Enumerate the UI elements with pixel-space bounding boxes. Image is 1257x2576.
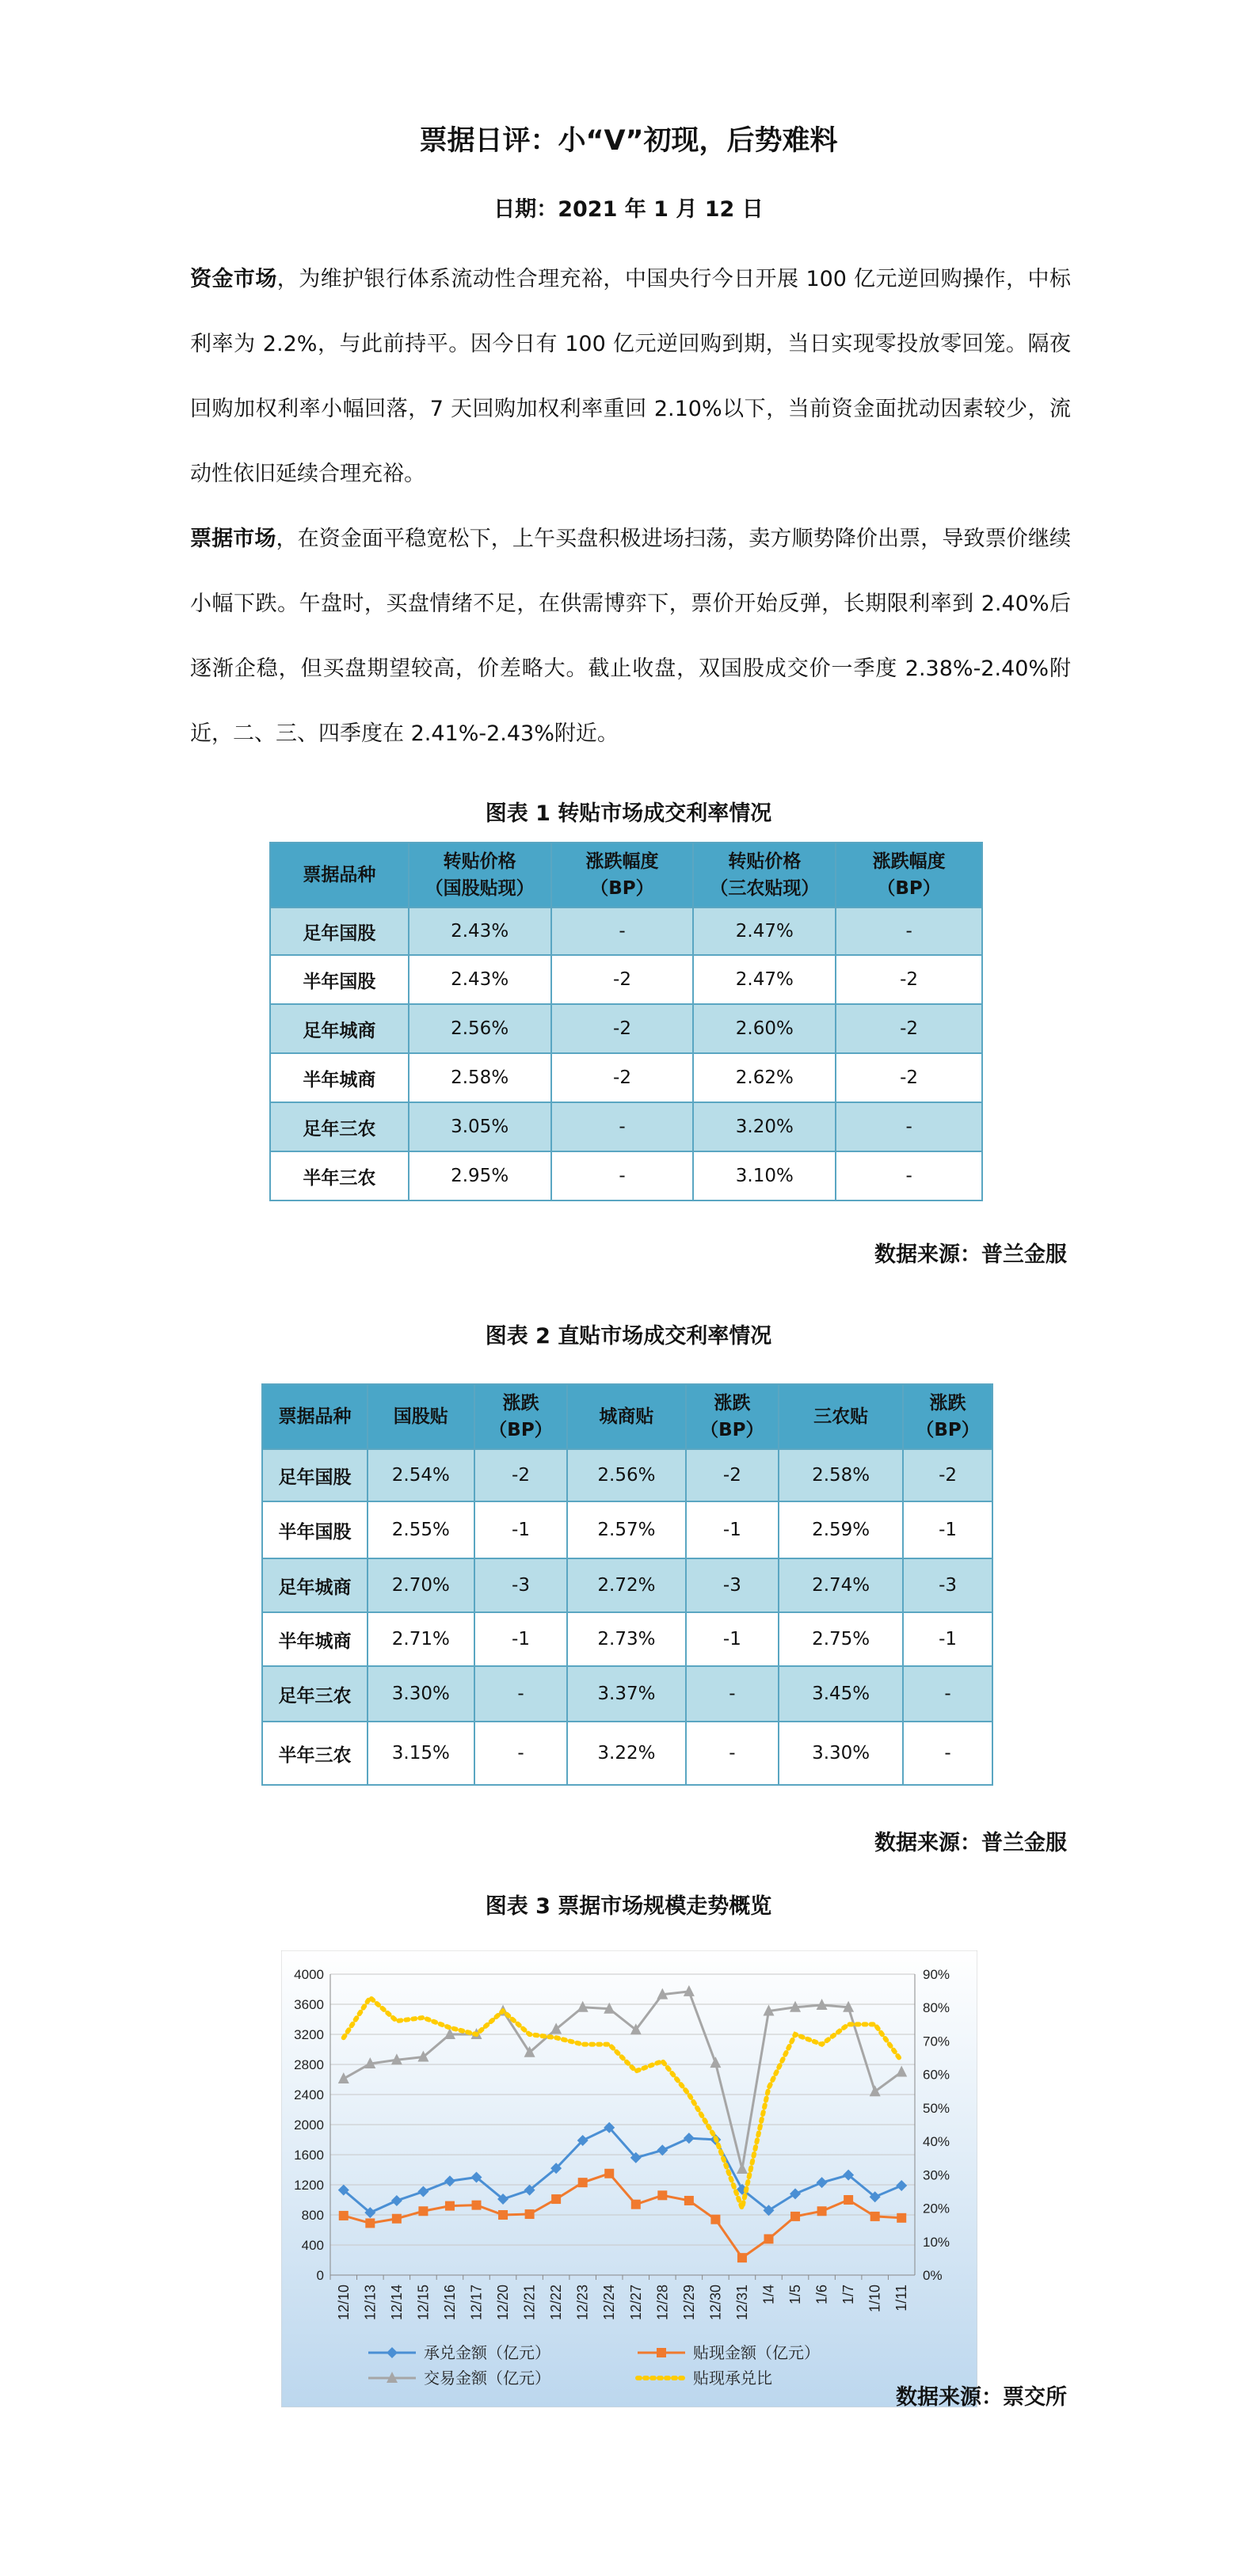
x-tick-label: 1/6 (813, 2285, 830, 2305)
data-point (631, 2200, 641, 2209)
row-name-cell: 足年国股 (270, 907, 409, 955)
y-right-tick-label: 40% (923, 2134, 950, 2150)
value-cell: 2.47% (693, 955, 836, 1004)
y-right-tick-label: 20% (923, 2201, 950, 2216)
x-tick-label: 1/10 (867, 2285, 883, 2313)
value-cell: - (903, 1666, 992, 1722)
header-line: （BP） (916, 1420, 980, 1440)
table-header-row (262, 1384, 992, 1449)
value-cell: 2.58% (779, 1449, 903, 1501)
data-point (657, 2190, 667, 2200)
row-name-cell: 半年国股 (270, 955, 409, 1004)
y-left-tick-label: 0 (316, 2268, 324, 2283)
data-point (578, 2178, 588, 2187)
chart-background (281, 1950, 977, 2407)
chart-container (281, 1950, 977, 2407)
value-cell: -1 (903, 1612, 992, 1666)
value-cell: 3.10% (693, 1151, 836, 1200)
value-cell: 2.59% (779, 1501, 903, 1558)
value-cell: -1 (686, 1501, 779, 1558)
data-point (339, 2211, 349, 2220)
data-point (764, 2234, 774, 2243)
table-header-cell (262, 1384, 368, 1449)
row-name-cell: 半年三农 (262, 1722, 368, 1785)
row-name-cell: 足年国股 (262, 1449, 368, 1501)
y-left-tick-label: 400 (301, 2238, 324, 2253)
header-line: （BP） (590, 878, 654, 899)
paragraph-lead: 资金市场 (190, 267, 277, 291)
row-name-cell: 足年城商 (262, 1558, 368, 1612)
value-cell: - (903, 1722, 992, 1785)
header-line: 三农贴 (813, 1406, 869, 1427)
value-cell: 3.37% (567, 1666, 685, 1722)
value-cell: - (836, 907, 982, 955)
x-tick-label: 12/15 (415, 2285, 432, 2321)
row-name-cell: 半年城商 (270, 1053, 409, 1102)
value-cell: -2 (836, 1004, 982, 1053)
data-point (657, 2348, 666, 2357)
table-header-cell (779, 1384, 903, 1449)
y-right-tick-label: 50% (923, 2100, 950, 2116)
table-row (270, 955, 982, 1004)
table-row (270, 1053, 982, 1102)
value-cell: 2.47% (693, 907, 836, 955)
table-row (270, 1004, 982, 1053)
legend-label: 交易金额（亿元） (424, 2369, 550, 2388)
value-cell: - (551, 907, 694, 955)
x-tick-label: 12/28 (654, 2285, 671, 2321)
x-tick-label: 12/13 (362, 2285, 379, 2321)
value-cell: 2.70% (368, 1558, 474, 1612)
value-cell: 3.30% (779, 1722, 903, 1785)
y-left-tick-label: 800 (301, 2208, 324, 2223)
x-tick-label: 12/23 (574, 2285, 591, 2321)
value-cell: -3 (686, 1558, 779, 1612)
legend-label: 承兑金额（亿元） (424, 2343, 550, 2362)
header-line: 涨跌幅度 (872, 851, 946, 872)
x-tick-label: 12/16 (441, 2285, 458, 2321)
table-header-cell (693, 843, 836, 907)
table-row (262, 1501, 992, 1558)
header-line: （BP） (489, 1420, 553, 1440)
x-tick-label: 12/10 (335, 2285, 352, 2321)
value-cell: 3.15% (368, 1722, 474, 1785)
x-tick-label: 12/24 (601, 2285, 618, 2321)
table-header-cell (474, 1384, 568, 1449)
paragraph-money-market (190, 247, 1071, 507)
x-tick-label: 1/7 (840, 2285, 857, 2305)
data-point (472, 2201, 482, 2210)
value-cell: - (551, 1102, 694, 1151)
market-scale-chart (281, 1950, 977, 2407)
y-left-tick-label: 3600 (294, 1997, 324, 2012)
y-left-tick-label: 2400 (294, 2087, 324, 2102)
value-cell: -2 (474, 1449, 568, 1501)
value-cell: 2.60% (693, 1004, 836, 1053)
paragraph-bill-market (190, 507, 1071, 767)
x-tick-label: 12/27 (627, 2285, 644, 2321)
table-row (262, 1666, 992, 1722)
value-cell: -2 (551, 955, 694, 1004)
value-cell: 2.62% (693, 1053, 836, 1102)
data-point (790, 2212, 800, 2221)
table-header-row (270, 843, 982, 907)
table-header-cell (903, 1384, 992, 1449)
paragraph-text: ，为维护银行体系流动性合理充裕，中国央行今日开展 100 亿元逆回购操作，中标利率为 2.2%，与此前持平。因今日有 100 亿元逆回购到期，当日实现零投放零回笼。隔夜回购加权利率小幅回落，7 天回购加权利率重回 2.10%以下，当前资金面扰动因素较少，流动性依旧延续合理充裕。 (190, 267, 1072, 486)
value-cell: 2.56% (567, 1449, 685, 1501)
value-cell: -2 (551, 1004, 694, 1053)
row-name-cell: 半年三农 (270, 1151, 409, 1200)
y-left-tick-label: 1600 (294, 2148, 324, 2163)
value-cell: - (474, 1722, 568, 1785)
x-tick-label: 1/4 (760, 2285, 777, 2305)
data-point (498, 2210, 508, 2220)
value-cell: -2 (903, 1449, 992, 1501)
table-header-cell (686, 1384, 779, 1449)
value-cell: -2 (836, 1053, 982, 1102)
y-right-tick-label: 30% (923, 2167, 950, 2183)
y-left-tick-label: 2800 (294, 2057, 324, 2072)
data-point (525, 2209, 535, 2219)
value-cell: -2 (686, 1449, 779, 1501)
value-cell: 2.43% (409, 907, 551, 955)
y-left-tick-label: 2000 (294, 2117, 324, 2133)
data-point (897, 2213, 906, 2223)
value-cell: -1 (474, 1612, 568, 1666)
header-line: （国股贴现） (425, 878, 535, 899)
table-row (262, 1612, 992, 1666)
x-tick-label: 12/20 (495, 2285, 512, 2321)
data-point (418, 2206, 428, 2216)
header-line: 票据品种 (303, 865, 376, 885)
value-cell: - (686, 1722, 779, 1785)
y-left-tick-label: 4000 (294, 1967, 324, 1982)
row-name-cell: 足年三农 (262, 1666, 368, 1722)
value-cell: 2.72% (567, 1558, 685, 1612)
value-cell: 2.71% (368, 1612, 474, 1666)
table-header-cell (368, 1384, 474, 1449)
y-right-tick-label: 70% (923, 2034, 950, 2049)
x-tick-label: 12/31 (733, 2285, 750, 2321)
x-tick-label: 12/17 (468, 2285, 485, 2321)
table1-caption: 图表 1 转贴市场成交利率情况 (485, 801, 772, 826)
table-row (270, 1102, 982, 1151)
table-row (270, 907, 982, 955)
value-cell: 3.05% (409, 1102, 551, 1151)
value-cell: -3 (903, 1558, 992, 1612)
value-cell: - (551, 1151, 694, 1200)
table-header-cell (836, 843, 982, 907)
value-cell: 3.20% (693, 1102, 836, 1151)
header-line: 国股贴 (393, 1406, 448, 1427)
header-line: 票据品种 (278, 1406, 352, 1427)
header-line: 涨跌 (502, 1393, 539, 1414)
value-cell: - (686, 1666, 779, 1722)
y-right-tick-label: 60% (923, 2067, 950, 2083)
value-cell: 2.43% (409, 955, 551, 1004)
value-cell: 2.73% (567, 1612, 685, 1666)
header-line: 城商贴 (599, 1406, 654, 1427)
table-row (262, 1449, 992, 1501)
y-left-tick-label: 3200 (294, 2027, 324, 2042)
value-cell: -1 (474, 1501, 568, 1558)
table-rediscount-rates (269, 842, 983, 1201)
row-name-cell: 足年城商 (270, 1004, 409, 1053)
y-right-tick-label: 80% (923, 2000, 950, 2016)
y-left-tick-label: 1200 (294, 2178, 324, 2193)
value-cell: 2.74% (779, 1558, 903, 1612)
row-name-cell: 半年国股 (262, 1501, 368, 1558)
header-line: 涨跌 (929, 1393, 966, 1414)
x-tick-label: 12/14 (388, 2285, 405, 2321)
value-cell: 2.56% (409, 1004, 551, 1053)
value-cell: - (836, 1151, 982, 1200)
document-title: 票据日评：小“V”初现，后势难料 (419, 125, 838, 157)
value-cell: - (474, 1666, 568, 1722)
legend-label: 贴现金额（亿元） (693, 2343, 820, 2362)
table2-source: 数据来源：普兰金服 (874, 1831, 1067, 1855)
table-header-cell (409, 843, 551, 907)
value-cell: -1 (903, 1501, 992, 1558)
data-point (817, 2206, 827, 2216)
chart-caption: 图表 3 票据市场规模走势概览 (485, 1894, 772, 1919)
x-tick-label: 12/21 (521, 2285, 538, 2321)
row-name-cell: 足年三农 (270, 1102, 409, 1151)
data-point (445, 2201, 455, 2211)
value-cell: 3.45% (779, 1666, 903, 1722)
value-cell: 2.95% (409, 1151, 551, 1200)
header-line: 转贴价格 (443, 851, 516, 872)
data-point (737, 2253, 747, 2262)
data-point (604, 2169, 614, 2178)
header-line: 转贴价格 (728, 851, 802, 872)
data-point (551, 2194, 561, 2204)
table-row (262, 1722, 992, 1785)
table-header-cell (551, 843, 694, 907)
y-right-tick-label: 90% (923, 1967, 950, 1982)
x-tick-label: 1/11 (893, 2285, 910, 2312)
table-direct-discount-rates (261, 1383, 993, 1786)
value-cell: -3 (474, 1558, 568, 1612)
value-cell: -2 (551, 1053, 694, 1102)
chart-source: 数据来源：票交所 (896, 2385, 1067, 2410)
table-header-cell (270, 843, 409, 907)
value-cell: 3.30% (368, 1666, 474, 1722)
data-point (710, 2215, 720, 2224)
value-cell: -1 (686, 1612, 779, 1666)
data-point (392, 2214, 402, 2224)
table-header-cell (567, 1384, 685, 1449)
value-cell: 2.54% (368, 1449, 474, 1501)
x-tick-label: 12/30 (707, 2285, 724, 2321)
x-tick-label: 12/29 (680, 2285, 697, 2321)
data-point (365, 2218, 375, 2228)
value-cell: -2 (836, 955, 982, 1004)
data-point (684, 2196, 694, 2205)
row-name-cell: 半年城商 (262, 1612, 368, 1666)
legend-label: 贴现承兑比 (693, 2369, 772, 2388)
y-right-tick-label: 0% (923, 2268, 943, 2283)
table2-caption: 图表 2 直贴市场成交利率情况 (485, 1324, 772, 1349)
header-line: 涨跌幅度 (585, 851, 659, 872)
value-cell: 3.22% (567, 1722, 685, 1785)
document-date: 日期：2021 年 1 月 12 日 (493, 197, 764, 222)
value-cell: - (836, 1102, 982, 1151)
header-line: （BP） (877, 878, 941, 899)
value-cell: 2.75% (779, 1612, 903, 1666)
table-row (270, 1151, 982, 1200)
paragraph-text: ，在资金面平稳宽松下，上午买盘积极进场扫荡，卖方顺势降价出票，导致票价继续小幅下跌。午盘时，买盘情绪不足，在供需博弈下，票价开始反弹，长期限利率到 2.40%后逐渐企稳，但买盘期望较高，价差略大。截止收盘，双国股成交价一季度 2.38%-2.40%附近，二、三、四季度在 2.41%-2.43%附近。 (190, 527, 1071, 746)
data-point (844, 2195, 853, 2205)
value-cell: 2.55% (368, 1501, 474, 1558)
x-tick-label: 12/22 (548, 2285, 565, 2321)
header-line: （BP） (700, 1420, 764, 1440)
x-tick-label: 1/5 (787, 2285, 804, 2305)
value-cell: 2.57% (567, 1501, 685, 1558)
table1-source: 数据来源：普兰金服 (874, 1242, 1067, 1267)
header-line: （三农贴现） (710, 878, 820, 899)
y-right-tick-label: 10% (923, 2234, 950, 2250)
paragraph-lead: 票据市场 (190, 527, 276, 551)
data-point (870, 2212, 880, 2221)
header-line: 涨跌 (714, 1393, 751, 1414)
table-row (262, 1558, 992, 1612)
value-cell: 2.58% (409, 1053, 551, 1102)
